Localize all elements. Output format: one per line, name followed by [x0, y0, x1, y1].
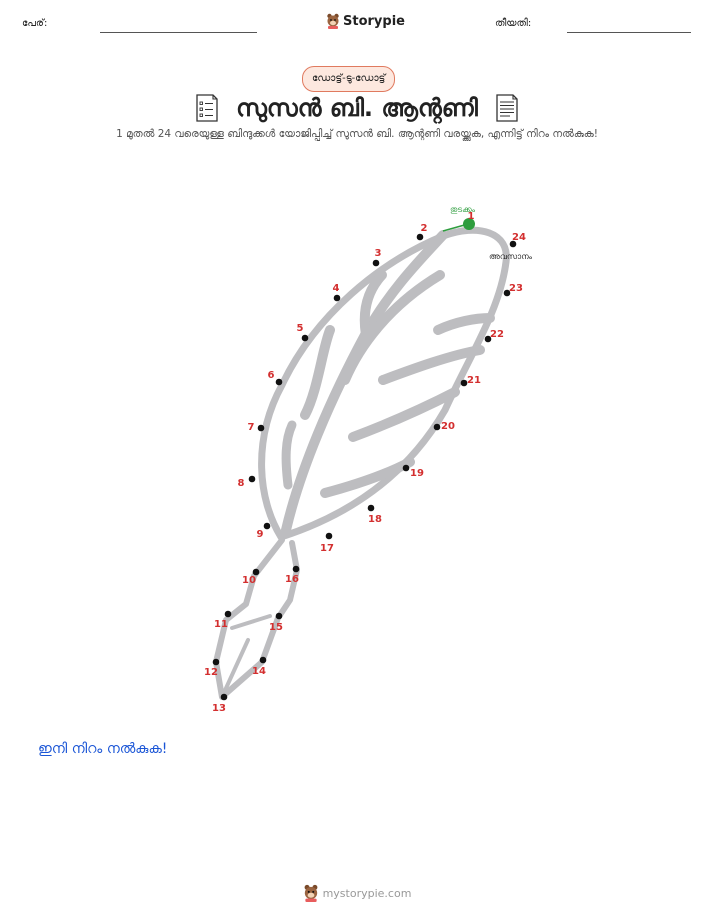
dot-3	[373, 260, 380, 267]
storypie-mascot-icon	[303, 884, 319, 902]
dot-7	[258, 425, 265, 432]
quill-nib-edge	[232, 616, 270, 628]
dot-number-3: 3	[374, 248, 382, 259]
dot-12	[213, 659, 220, 666]
dot-number-11: 11	[214, 619, 228, 630]
dot-number-19: 19	[410, 468, 424, 479]
dot-8	[249, 476, 256, 483]
dot-20	[434, 424, 441, 431]
dot-19	[403, 465, 410, 472]
dot-number-1: 1	[467, 211, 475, 222]
dot-number-21: 21	[467, 375, 481, 386]
footer-url: mystorypie.com	[322, 886, 412, 900]
dot-4	[334, 295, 341, 302]
dot-number-6: 6	[267, 370, 275, 381]
date-label: തീയതി:	[495, 18, 532, 29]
dot-number-16: 16	[285, 574, 299, 585]
dot-14	[260, 657, 267, 664]
dot-number-22: 22	[490, 329, 504, 340]
activity-badge: ഡോട്ട്-ടു-ഡോട്ട്	[302, 66, 395, 92]
feather-barb-8	[286, 425, 292, 485]
dot-number-10: 10	[242, 575, 256, 586]
dot-11	[225, 611, 232, 618]
dot-number-24: 24	[512, 232, 526, 243]
dot-17	[326, 533, 333, 540]
color-prompt: ഇനി നിറം നൽകുക!	[38, 741, 168, 757]
quill-outline	[216, 230, 506, 697]
dot-number-12: 12	[204, 667, 218, 678]
dot-number-2: 2	[420, 223, 428, 234]
dot-number-7: 7	[247, 422, 255, 433]
dot-2	[417, 234, 424, 241]
dot-13	[221, 694, 228, 701]
dot-18	[368, 505, 375, 512]
dot-number-13: 13	[212, 703, 226, 714]
start-label: തുടക്കം	[450, 205, 475, 214]
footer	[0, 884, 714, 902]
brand-name: Storypie	[343, 13, 405, 29]
instructions: 1 മുതൽ 24 വരെയുള്ള ബിന്ദുക്കൾ യോജിപ്പിച്ച് സുസൻ ബി. ആന്റണി വരയ്ക്കുക, എന്നിട്ട് നിറം നൽകുക!	[116, 128, 598, 140]
dot-15	[276, 613, 283, 620]
dot-number-20: 20	[441, 421, 455, 432]
dot-16	[293, 566, 300, 573]
dot-number-5: 5	[296, 323, 304, 334]
dot-5	[302, 335, 309, 342]
dot-number-4: 4	[332, 283, 340, 294]
dot-number-18: 18	[368, 514, 382, 525]
dot-6	[276, 379, 283, 386]
name-label: പേര്:	[22, 18, 48, 29]
dot-number-17: 17	[320, 543, 334, 554]
end-label: അവസാനം	[489, 252, 532, 261]
dot-number-15: 15	[269, 622, 283, 633]
dot-number-9: 9	[256, 529, 264, 540]
dot-number-23: 23	[509, 283, 523, 294]
dot-number-14: 14	[252, 666, 266, 677]
page-title: സുസൻ ബി. ആന്റണി	[236, 94, 478, 122]
dot-9	[264, 523, 271, 530]
feather-barb-7	[325, 462, 410, 493]
dot-number-8: 8	[237, 478, 245, 489]
